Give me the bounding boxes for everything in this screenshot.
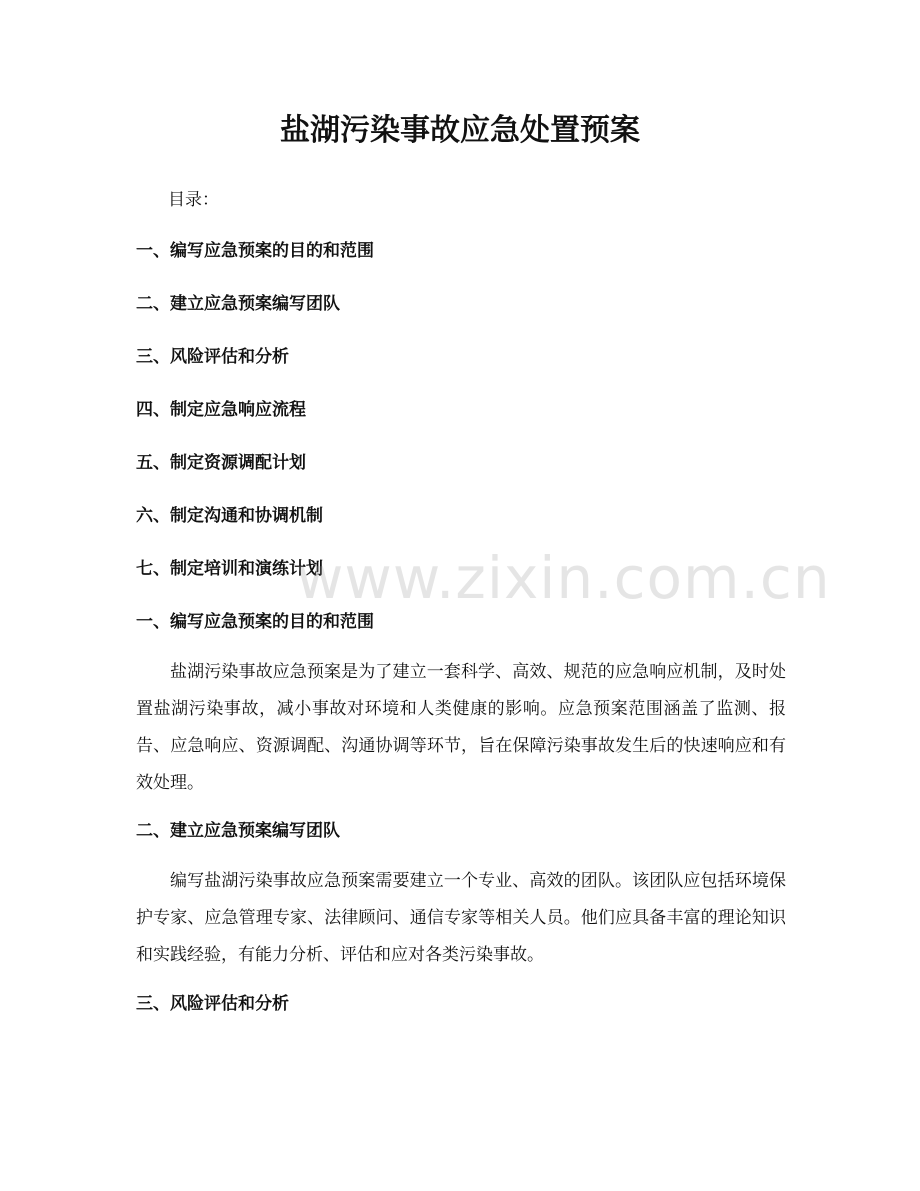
- section-heading-2: 二、建立应急预案编写团队: [136, 821, 340, 841]
- toc-item-3[interactable]: 三、风险评估和分析: [136, 347, 289, 367]
- toc-item-1[interactable]: 一、编写应急预案的目的和范围: [136, 241, 374, 261]
- section-heading-3: 三、风险评估和分析: [136, 994, 289, 1014]
- toc-label: 目录：: [168, 190, 219, 210]
- toc-item-7[interactable]: 七、制定培训和演练计划: [136, 559, 323, 579]
- toc-item-4[interactable]: 四、制定应急响应流程: [136, 400, 306, 420]
- watermark: www.zixin.com.cn: [296, 544, 831, 612]
- toc-item-6[interactable]: 六、制定沟通和协调机制: [136, 506, 323, 526]
- section-body-1: 盐湖污染事故应急预案是为了建立一套科学、高效、规范的应急响应机制，及时处置盐湖污染事故，减小事故对环境和人类健康的影响。应急预案范围涵盖了监测、报告、应急响应、资源调配、沟通协调等环节，旨在保障污染事故发生后的快速响应和有效处理。: [136, 662, 786, 793]
- toc-item-2[interactable]: 二、建立应急预案编写团队: [136, 294, 340, 314]
- section-heading-1: 一、编写应急预案的目的和范围: [136, 612, 374, 632]
- toc-item-5[interactable]: 五、制定资源调配计划: [136, 453, 306, 473]
- section-body-2: 编写盐湖污染事故应急预案需要建立一个专业、高效的团队。该团队应包括环境保护专家、应急管理专家、法律顾问、通信专家等相关人员。他们应具备丰富的理论知识和实践经验，有能力分析、评估和应对各类污染事故。: [136, 871, 786, 965]
- document-title: 盐湖污染事故应急处置预案: [280, 113, 640, 148]
